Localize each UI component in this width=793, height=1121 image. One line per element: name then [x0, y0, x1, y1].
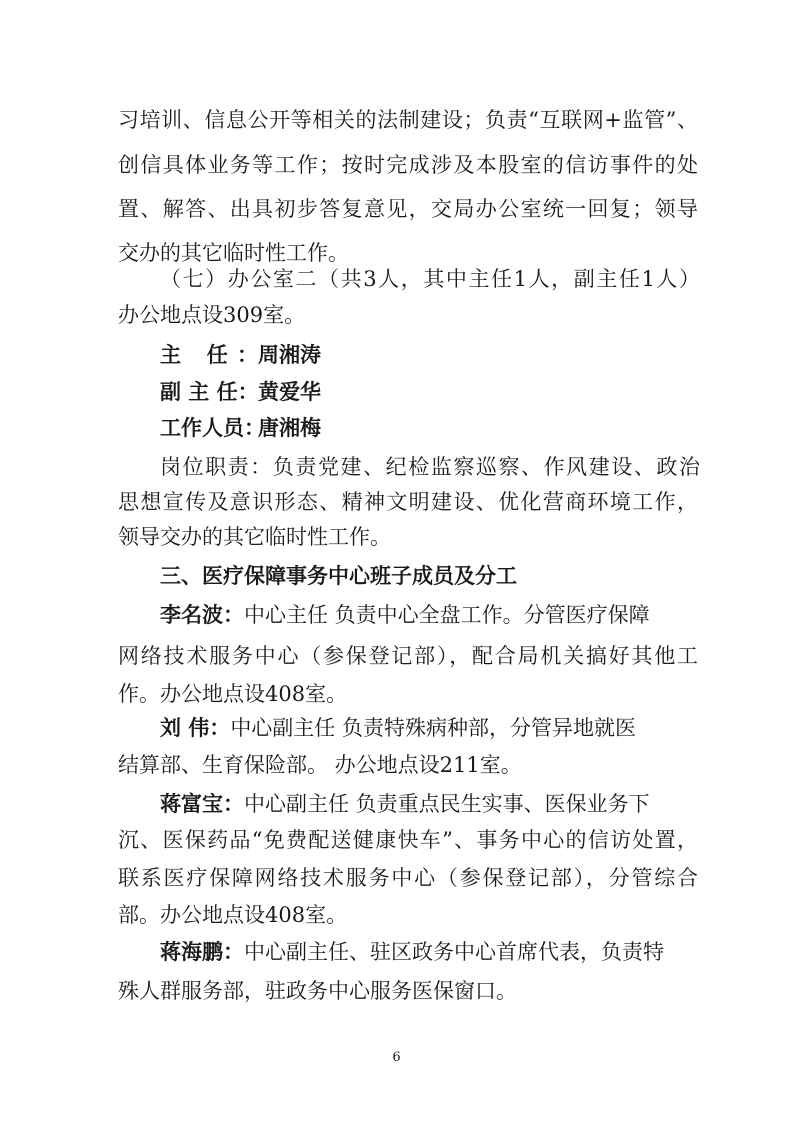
- staff-name: 唐湘梅: [258, 415, 321, 440]
- paragraph-line: 思想宣传及意识形态、精神文明建设、优化营商环境工作，: [118, 490, 698, 514]
- member-duty: 中心副主任 负责重点民生实事、医保业务下: [244, 792, 650, 816]
- paragraph-line: 领导交办的其它临时性工作。: [118, 525, 391, 549]
- paragraph-line: 置、解答、出具初步答复意见，交局办公室统一回复；领导: [118, 197, 698, 221]
- member-name: 蒋富宝：: [160, 791, 244, 816]
- member-name: 刘 伟：: [160, 715, 231, 740]
- paragraph-line: 结算部、生育保险部。 办公地点设211室。: [118, 753, 522, 777]
- paragraph-line: 联系医疗保障网络技术服务中心（参保登记部），分管综合: [118, 866, 698, 890]
- member-name: 蒋海鹏：: [160, 939, 244, 964]
- paragraph-line: 交办的其它临时性工作。: [118, 241, 349, 265]
- staff-row-member: [160, 410, 700, 446]
- paragraph-line: 沉、医保药品“免费配送健康快车”、事务中心的信访处置，: [118, 828, 698, 852]
- staff-name: 黄爱华: [258, 379, 321, 404]
- member-line: [160, 786, 700, 822]
- member-line: [160, 597, 700, 633]
- paragraph-line: 网络技术服务中心（参保登记部），配合局机关搞好其他工: [118, 644, 698, 668]
- paragraph-line: 办公地点设309室。: [118, 303, 306, 327]
- page-number: 6: [392, 1050, 401, 1065]
- staff-role: 副 主 任：: [160, 379, 259, 404]
- staff-role: 主 任：: [160, 342, 258, 367]
- member-line: [160, 710, 700, 746]
- paragraph-line: 习培训、信息公开等相关的法制建设；负责“互联网+监管”、: [118, 108, 698, 132]
- paragraph-line: 岗位职责：负责党建、纪检监察巡察、作风建设、政治: [160, 455, 700, 479]
- section-heading: 三、医疗保障事务中心班子成员及分工: [160, 563, 517, 588]
- staff-row-deputy: [160, 374, 700, 410]
- paragraph-line: 创信具体业务等工作；按时完成涉及本股室的信访事件的处: [118, 153, 698, 177]
- section-heading-office-2: （七）办公室二（共3人，其中主任1人，副主任1人）: [160, 267, 700, 291]
- paragraph-line: 作。办公地点设408室。: [118, 682, 348, 706]
- staff-role: 工作人员：: [160, 415, 265, 440]
- staff-name: 周湘涛: [258, 342, 321, 367]
- member-duty: 中心副主任、驻区政务中心首席代表，负责特: [244, 940, 664, 964]
- paragraph-line: 殊人群服务部，驻政务中心服务医保窗口。: [118, 979, 517, 1003]
- member-duty: 中心主任 负责中心全盘工作。分管医疗保障: [244, 603, 650, 627]
- member-duty: 中心副主任 负责特殊病种部，分管异地就医: [230, 716, 636, 740]
- member-line: [160, 934, 700, 970]
- paragraph-line: 部。办公地点设408室。: [118, 903, 348, 927]
- staff-row-director: [160, 337, 700, 373]
- member-name: 李名波：: [160, 602, 244, 627]
